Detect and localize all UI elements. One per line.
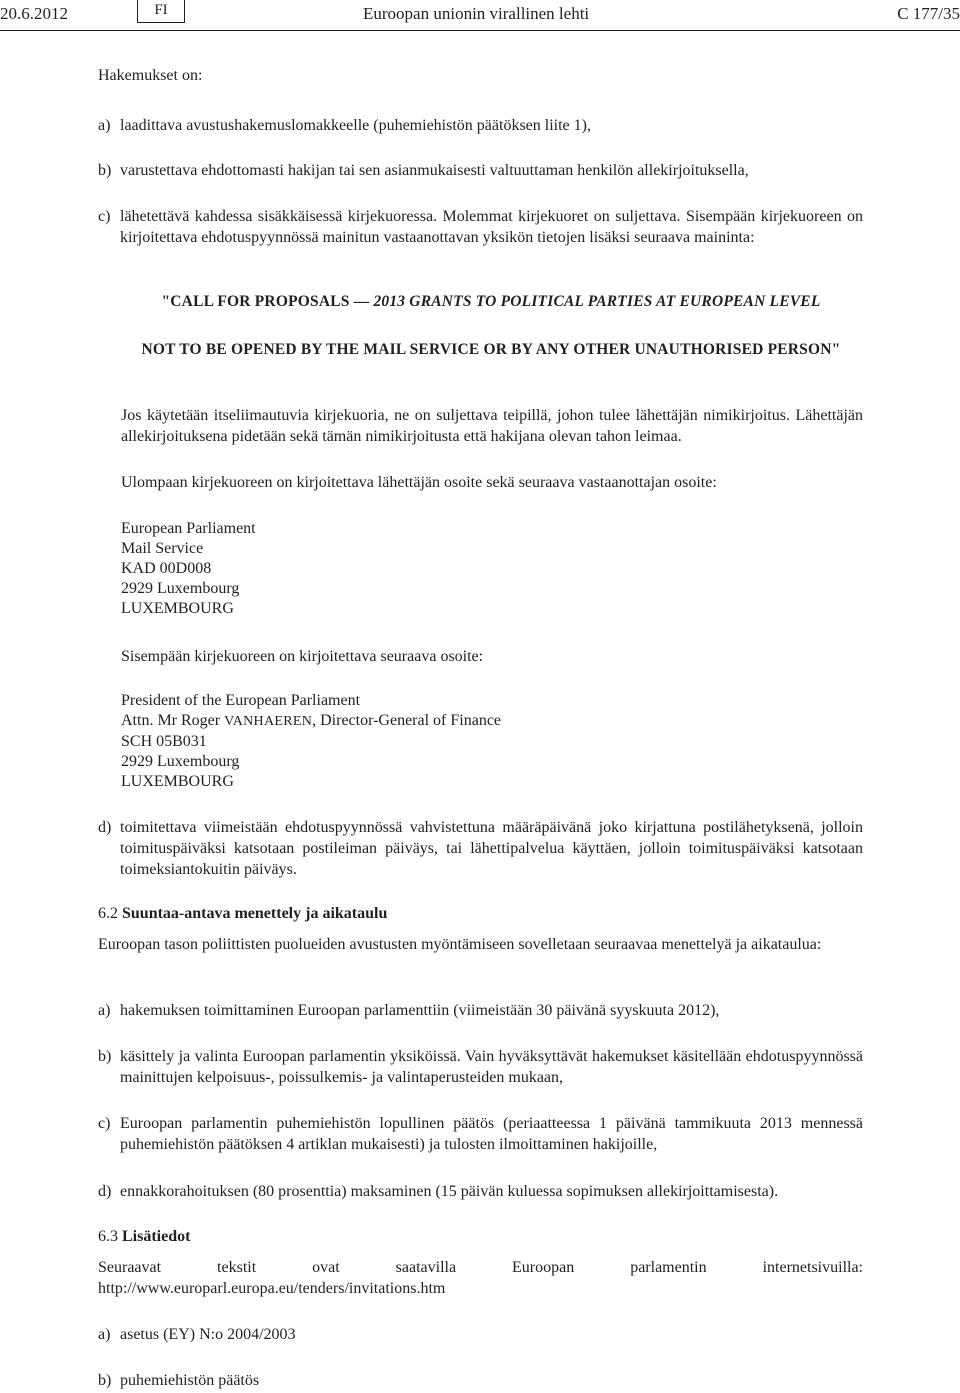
list-item: d) ennakkorahoituksen (80 prosenttia) maksaminen (15 päivän kuluessa sopimuksen allekirjoittamisesta). bbox=[98, 1183, 779, 1200]
list-item: b) käsittely ja valinta Euroopan parlamentin yksiköissä. Vain hyväksyttävät hakemukset käsitellään ehdotuspyynnössä mainittujen kelpoisuus-, poissulkemis- ja valintaperusteiden mukaan, bbox=[98, 1048, 863, 1086]
address-block-president: President of the European Parliament Attn. Mr Roger VANHAEREN, Director-General of Finance SCH 05B031 2929 Luxembourg LUXEMBOURG bbox=[121, 692, 502, 790]
address-block-mail-service: European Parliament Mail Service KAD 00D008 2929 Luxembourg LUXEMBOURG bbox=[121, 520, 256, 617]
section-heading-6-3: 6.3 Lisätiedot bbox=[98, 1228, 191, 1245]
list-item: a) hakemuksen toimittaminen Euroopan parlamenttiin (viimeistään 30 päivänä syyskuuta 2012), bbox=[98, 1002, 720, 1019]
section-heading-6-2: 6.2 Suuntaa-antava menettely ja aikataulu bbox=[98, 905, 388, 922]
list-item: a) asetus (EY) N:o 2004/2003 bbox=[98, 1326, 296, 1343]
paragraph-outer-envelope: Ulompaan kirjekuoreen on kirjoitettava lähettäjän osoite sekä seuraava vastaanottajan osoite: bbox=[121, 474, 717, 491]
journal-title: Euroopan unionin virallinen lehti bbox=[363, 4, 590, 23]
list-item: b) puhemiehistön päätös bbox=[98, 1372, 260, 1389]
paragraph-6-3: Seuraavat tekstit ovat saatavilla Euroopan parlamentin internetsivuilla: http://www.europarl.europa.eu/tenders/invitations.htm bbox=[98, 1259, 863, 1297]
list-item: c) Euroopan parlamentin puhemiehistön lopullinen päätös (periaatteessa 1 päivänä tammikuuta 2013 mennessä puhemiehistön päätöksen 4 artiklan mukaisesti) ja tulosten ilmoittaminen hakijoille, bbox=[98, 1115, 863, 1153]
page-number: C 177/35 bbox=[897, 4, 960, 23]
paragraph-inner-envelope: Sisempään kirjekuoreen on kirjoitettava seuraava osoite: bbox=[121, 648, 484, 665]
intro-text: Hakemukset on: bbox=[98, 67, 203, 84]
list-item: c) lähetettävä kahdessa sisäkkäisessä kirjekuoressa. Molemmat kirjekuoret on suljettava. Sisempään kirjekuoreen on kirjoitettava ehdotuspyynnössä mainitun vastaanottavan yksikön tietojen lisäksi seuraava maininta: bbox=[98, 208, 863, 246]
list-item: d) toimitettava viimeistään ehdotuspyynnössä vahvistettuna määräpäivänä joko kirjattuna postilähetyksenä, jolloin toimituspäiväksi katsotaan postileiman päiväys, tai lähettipalvelua käyttäen, jolloin toimituspäiväksi katsotaan toimeksiantokuitin päiväys. bbox=[98, 819, 863, 878]
language-box: FI bbox=[137, 0, 185, 23]
page-header bbox=[0, 0, 960, 31]
header-date: 20.6.2012 bbox=[0, 4, 68, 23]
envelope-marking-line-1: "CALL FOR PROPOSALS — 2013 GRANTS TO POLITICAL PARTIES AT EUROPEAN LEVEL bbox=[161, 293, 821, 310]
paragraph-6-2: Euroopan tason poliittisten puolueiden avustusten myöntämiseen sovelletaan seuraavaa menettelyä ja aikataulua: bbox=[98, 936, 822, 953]
envelope-marking-line-2: NOT TO BE OPENED BY THE MAIL SERVICE OR BY ANY OTHER UNAUTHORISED PERSON" bbox=[141, 341, 841, 358]
list-item: b) varustettava ehdottomasti hakijan tai sen asianmukaisesti valtuuttaman henkilön allekirjoituksella, bbox=[98, 162, 749, 179]
list-item: a) laadittava avustushakemuslomakkeelle (puhemiehistön päätöksen liite 1), bbox=[98, 117, 591, 134]
paragraph-seal: Jos käytetään itseliimautuvia kirjekuoria, ne on suljettava teipillä, johon tulee lähettäjän nimikirjoitus. Lähettäjän allekirjoituksena pidetään sekä tämän nimikirjoitusta että hakijana olevan tahon leimaa. bbox=[121, 407, 863, 445]
